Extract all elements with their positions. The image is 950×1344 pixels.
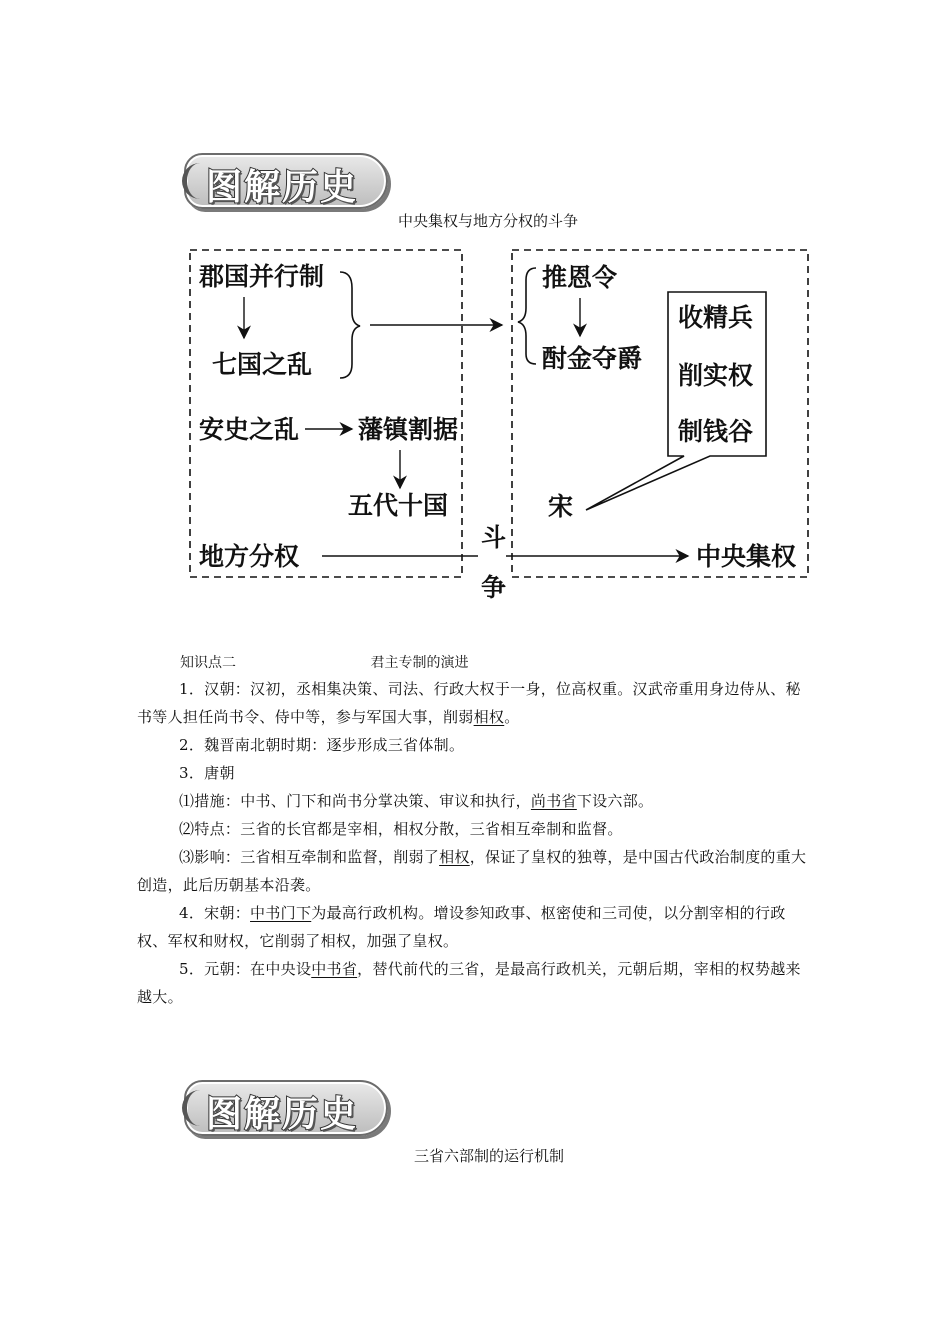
left-dashed-box — [190, 250, 462, 577]
paragraph-tang-heading: 3．唐朝 — [179, 764, 235, 782]
banner-title: 图解历史 — [206, 167, 359, 208]
paragraph-tang-impact: ⑶影响：三省相互牵制和监督，削弱了相权，保证了皇权的独尊，是中国古代政治制度的重大创造，此后历朝基本沿袭。 — [137, 848, 807, 894]
label-local-power: 地方分权 — [199, 542, 300, 571]
label-tribute-gold: 酎金夺爵 — [542, 344, 643, 373]
label-callout-1: 收精兵 — [678, 303, 754, 332]
label-grace-edict: 推恩令 — [542, 263, 618, 292]
label-callout-2: 削实权 — [678, 361, 754, 390]
power-struggle-diagram — [180, 240, 820, 605]
knowledge-point-title: 君主专制的演进 — [370, 655, 469, 671]
label-separatist-regimes: 藩镇割据 — [358, 415, 459, 444]
paragraph-tang-measures: ⑴措施：中书、门下和尚书分掌决策、审议和执行，尚书省下设六部。 — [179, 792, 654, 810]
knowledge-point-heading — [180, 652, 468, 672]
paragraph-song: 4．宋朝：中书门下为最高行政机构。增设参知政事、枢密使和三司使，以分割宰相的行政权、军权和财权，它削弱了相权，加强了皇权。 — [137, 904, 786, 950]
paragraph-han: 1．汉朝：汉初，丞相集决策、司法、行政大权于一身，位高权重。汉武帝重用身边侍从、秘书等人担任尚书令、侍中等，参与军国大事，削弱相权。 — [137, 680, 801, 726]
underlined-term: 相权 — [473, 708, 505, 726]
underlined-term: 中书门下 — [250, 904, 312, 922]
underlined-term: 相权 — [439, 848, 470, 866]
label-callout-3: 制钱谷 — [678, 417, 754, 446]
label-song: 宋 — [548, 492, 574, 521]
section-banner — [184, 153, 388, 209]
brace-left — [518, 268, 536, 364]
label-commandery-system: 郡国并行制 — [199, 262, 325, 291]
knowledge-point-label: 知识点二 — [180, 655, 236, 671]
banner-title-2: 图解历史 — [206, 1094, 359, 1135]
underlined-term: 中书省 — [311, 960, 358, 978]
label-struggle-1: 斗 — [481, 523, 507, 552]
paragraph-tang-features: ⑵特点：三省的长官都是宰相，相权分散，三省相互牵制和监督。 — [179, 820, 623, 838]
paragraph-yuan: 5．元朝：在中央设中书省，替代前代的三省，是最高行政机关，元朝后期，宰相的权势越来越大。 — [137, 960, 801, 1006]
underlined-term: 尚书省 — [530, 792, 577, 810]
label-five-dynasties: 五代十国 — [348, 491, 449, 520]
diagram-caption-2: 三省六部制的运行机制 — [414, 1147, 565, 1165]
paragraph-weijin: 2．魏晋南北朝时期：逐步形成三省体制。 — [179, 736, 465, 754]
label-seven-states-rebellion: 七国之乱 — [212, 350, 313, 379]
label-central-power: 中央集权 — [696, 542, 797, 571]
diagram-caption: 中央集权与地方分权的斗争 — [398, 212, 579, 230]
label-anshi-rebellion: 安史之乱 — [199, 415, 300, 444]
brace-right — [340, 272, 360, 378]
label-struggle-2: 争 — [481, 573, 507, 602]
section-banner-2 — [184, 1080, 388, 1136]
